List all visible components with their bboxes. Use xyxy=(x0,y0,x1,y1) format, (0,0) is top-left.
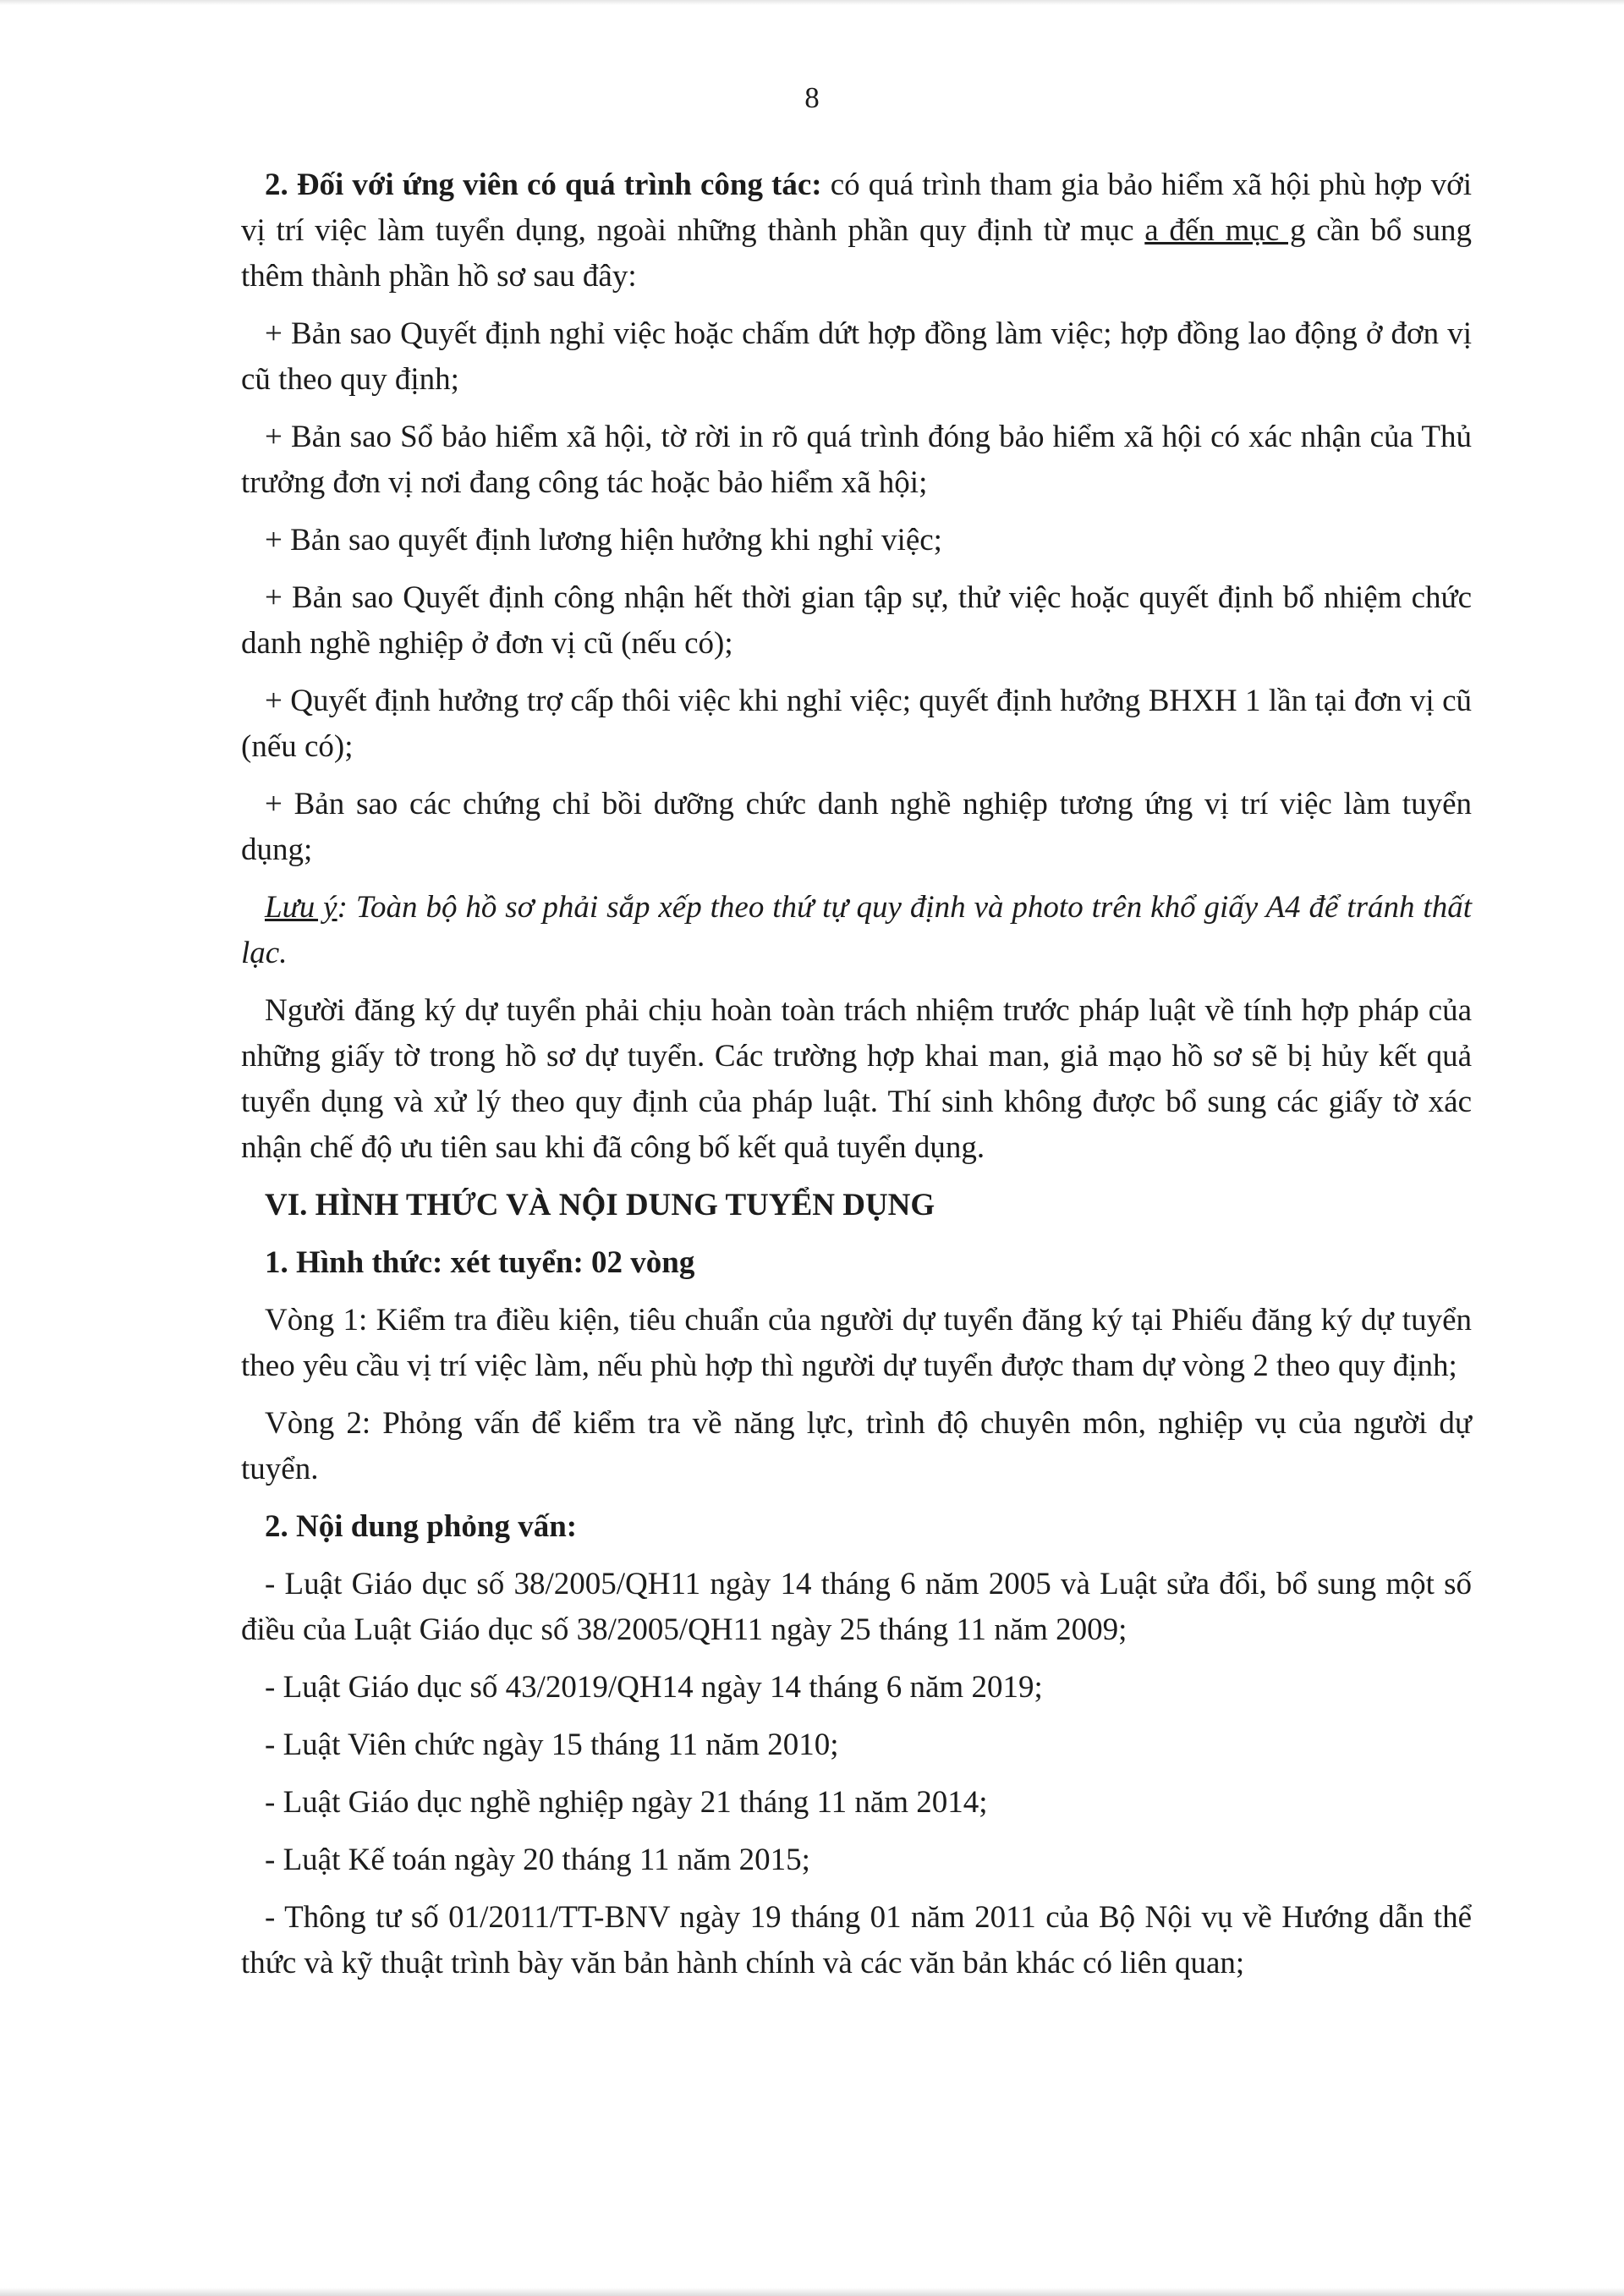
responsibility-paragraph: Người đăng ký dự tuyển phải chịu hoàn toàn trách nhiệm trước pháp luật về tính hợp pháp của những giấy tờ trong hồ sơ dự tuyển. Các trường hợp khai man, giả mạo hồ sơ sẽ bị hủy kết quả tuyển dụng và xử lý theo quy định của pháp luật. Thí sinh không được bổ sung các giấy tờ xác nhận chế độ ưu tiên sau khi đã công bố kết quả tuyển dụng. xyxy=(241,993,1472,1165)
requirement-item-1: + Bản sao Quyết định nghỉ việc hoặc chấm dứt hợp đồng làm việc; hợp đồng lao động ở đơn vị cũ theo quy định; xyxy=(241,316,1472,397)
law-item-2: - Luật Giáo dục số 43/2019/QH14 ngày 14 tháng 6 năm 2019; xyxy=(265,1670,1043,1705)
document-body xyxy=(241,162,1472,1998)
content-heading: 2. Nội dung phỏng vấn: xyxy=(265,1509,578,1544)
note-label: Lưu ý xyxy=(265,890,337,925)
round1-paragraph: Vòng 1: Kiểm tra điều kiện, tiêu chuẩn của người dự tuyển đăng ký tại Phiếu đăng ký dự tuyển theo yêu cầu vị trí việc làm, nếu phù hợp thì người dự tuyển được tham dự vòng 2 theo quy định; xyxy=(241,1303,1472,1383)
law-item-3: - Luật Viên chức ngày 15 tháng 11 năm 2010; xyxy=(265,1727,839,1762)
page-number: 8 xyxy=(804,81,820,114)
requirement-item-4: + Bản sao Quyết định công nhận hết thời gian tập sự, thử việc hoặc quyết định bổ nhiệm chức danh nghề nghiệp ở đơn vị cũ (nếu có); xyxy=(241,580,1472,661)
requirement-item-2: + Bản sao Sổ bảo hiểm xã hội, tờ rời in rõ quá trình đóng bảo hiểm xã hội có xác nhận của Thủ trưởng đơn vị nơi đang công tác hoặc bảo hiểm xã hội; xyxy=(241,420,1472,500)
section6-title: VI. HÌNH THỨC VÀ NỘI DUNG TUYỂN DỤNG xyxy=(265,1188,935,1222)
law-item-1: - Luật Giáo dục số 38/2005/QH11 ngày 14 tháng 6 năm 2005 và Luật sửa đổi, bổ sung một số điều của Luật Giáo dục số 38/2005/QH11 ngày 25 tháng 11 năm 2009; xyxy=(241,1567,1472,1647)
section2-lead-underline: a đến mục g xyxy=(1144,213,1306,248)
section2-lead-text-a: có quá trình tham gia bảo hiểm xã hội phù hợp với vị trí việc làm tuyển dụng, ngoài những thành phần quy định từ mục xyxy=(241,168,1472,248)
section2-lead-bold: 2. Đối với ứng viên có quá trình công tác: xyxy=(265,168,822,202)
form-heading: 1. Hình thức: xét tuyển: 02 vòng xyxy=(265,1245,695,1280)
requirement-item-6: + Bản sao các chứng chỉ bồi dưỡng chức danh nghề nghiệp tương ứng vị trí việc làm tuyển dụng; xyxy=(241,787,1472,867)
law-item-4: - Luật Giáo dục nghề nghiệp ngày 21 tháng 11 năm 2014; xyxy=(265,1785,988,1820)
scan-edge-top xyxy=(0,0,1624,5)
law-item-6: - Thông tư số 01/2011/TT-BNV ngày 19 tháng 01 năm 2011 của Bộ Nội vụ về Hướng dẫn thể thức và kỹ thuật trình bày văn bản hành chính và các văn bản khác có liên quan; xyxy=(241,1900,1472,1980)
scan-edge-bottom xyxy=(0,2288,1624,2296)
section2-lead xyxy=(241,162,1472,299)
section2-lead-text-b: cần bổ sung thêm thành phần hồ sơ sau đây: xyxy=(241,213,1472,294)
note-paragraph xyxy=(241,885,1472,976)
round2-paragraph: Vòng 2: Phỏng vấn để kiểm tra về năng lực, trình độ chuyên môn, nghiệp vụ của người dự tuyển. xyxy=(241,1406,1472,1486)
requirement-item-3: + Bản sao quyết định lương hiện hưởng khi nghỉ việc; xyxy=(265,523,942,558)
requirement-item-5: + Quyết định hưởng trợ cấp thôi việc khi nghỉ việc; quyết định hưởng BHXH 1 lần tại đơn vị cũ (nếu có); xyxy=(241,684,1472,764)
law-item-5: - Luật Kế toán ngày 20 tháng 11 năm 2015; xyxy=(265,1843,810,1877)
note-text: : Toàn bộ hồ sơ phải sắp xếp theo thứ tự quy định và photo trên khổ giấy A4 để tránh thất lạc. xyxy=(241,890,1472,970)
